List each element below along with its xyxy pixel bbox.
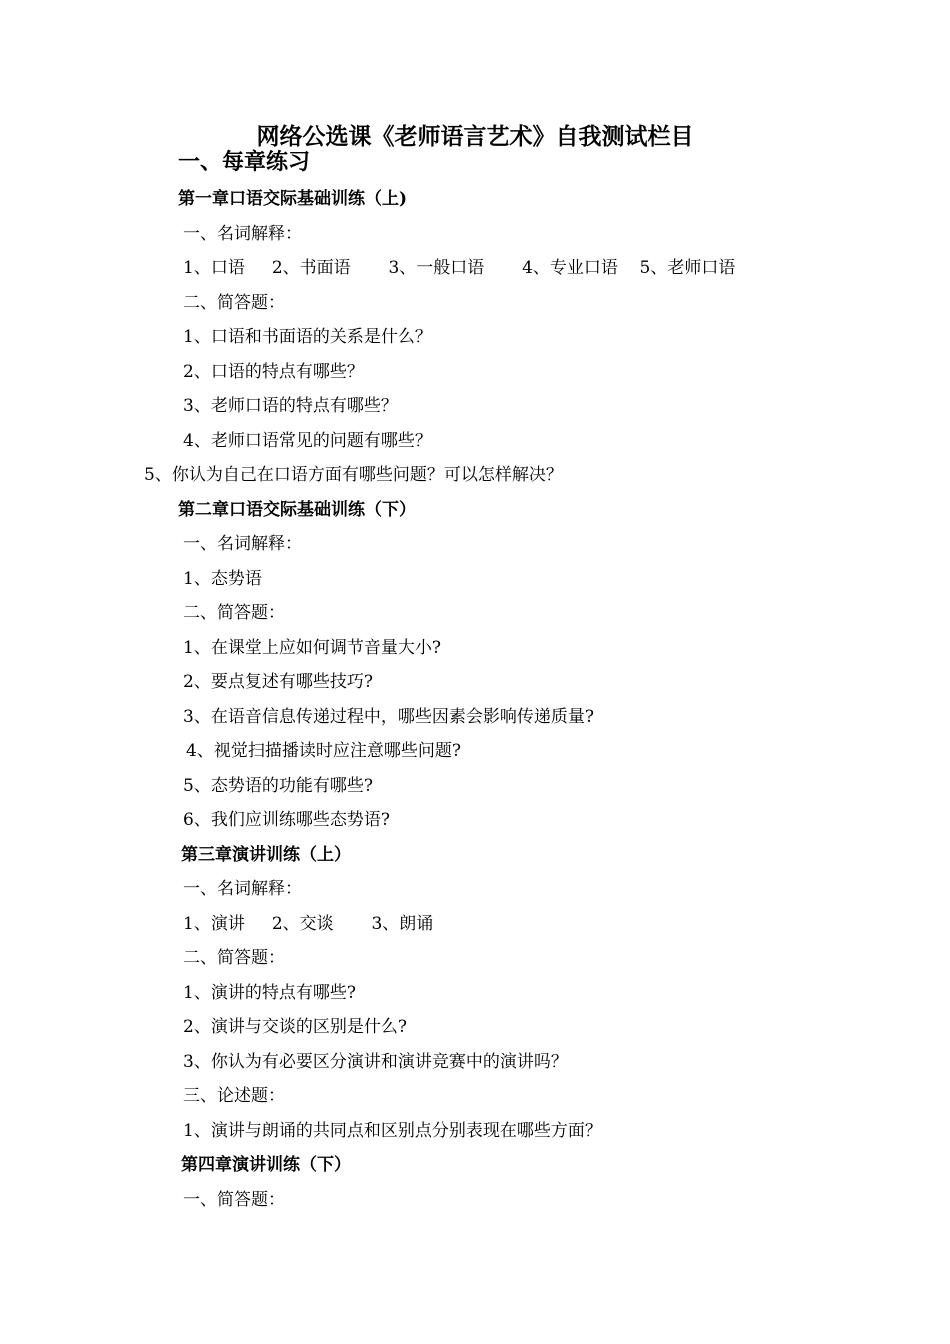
chapter-3-question: 2、演讲与交谈的区别是什么?	[183, 1017, 407, 1037]
chapter-4-short-answer-label: 一、简答题：	[183, 1190, 285, 1210]
chapter-2-question: 3、在语音信息传递过程中，哪些因素会影响传递质量?	[183, 707, 594, 727]
chapter-2-question: 4、视觉扫描播读时应注意哪些问题?	[186, 741, 461, 761]
chapter-1-heading: 第一章口语交际基础训练（上)	[178, 189, 408, 209]
chapter-1-question: 2、口语的特点有哪些？	[183, 362, 364, 382]
chapter-2-question: 5、态势语的功能有哪些?	[183, 776, 373, 796]
chapter-1-terms-label: 一、名词解释：	[183, 224, 302, 244]
chapter-2-question: 1、在课堂上应如何调节音量大小?	[183, 638, 441, 658]
chapter-1-question: 3、老师口语的特点有哪些？	[183, 396, 398, 416]
chapter-3-essay-label: 三、论述题：	[183, 1086, 285, 1106]
chapter-2-heading: 第二章口语交际基础训练（下）	[178, 500, 416, 520]
chapter-1-terms: 1、口语 2、书面语 3、一般口语 4、专业口语 5、老师口语	[183, 258, 736, 278]
chapter-3-terms-label: 一、名词解释：	[183, 879, 302, 899]
chapter-1-short-answer-label: 二、简答题：	[183, 293, 285, 313]
chapter-3-question: 1、演讲的特点有哪些?	[183, 983, 356, 1003]
chapter-1-question: 1、口语和书面语的关系是什么？	[183, 327, 432, 347]
chapter-3-terms: 1、演讲 2、交谈 3、朗诵	[183, 914, 434, 934]
chapter-3-heading: 第三章演讲训练（上）	[181, 845, 351, 865]
chapter-3-essay-question: 1、演讲与朗诵的共同点和区别点分别表现在哪些方面？	[183, 1121, 602, 1141]
chapter-1-question: 4、老师口语常见的问题有哪些？	[183, 431, 432, 451]
chapter-4-heading: 第四章演讲训练（下）	[181, 1155, 351, 1175]
chapter-2-question: 6、我们应训练哪些态势语?	[183, 810, 390, 830]
chapter-3-question: 3、你认为有必要区分演讲和演讲竞赛中的演讲吗？	[183, 1052, 568, 1072]
chapter-1-question: 5、你认为自己在口语方面有哪些问题？可以怎样解决？	[144, 465, 563, 485]
chapter-2-question: 2、要点复述有哪些技巧?	[183, 672, 373, 692]
document-title: 网络公选课《老师语言艺术》自我测试栏目	[256, 123, 694, 150]
section-heading: 一、每章练习	[178, 149, 311, 175]
chapter-2-terms-label: 一、名词解释：	[183, 534, 302, 554]
chapter-2-terms: 1、态势语	[183, 569, 262, 589]
chapter-2-short-answer-label: 二、简答题：	[183, 603, 285, 623]
chapter-3-short-answer-label: 二、简答题：	[183, 948, 285, 968]
